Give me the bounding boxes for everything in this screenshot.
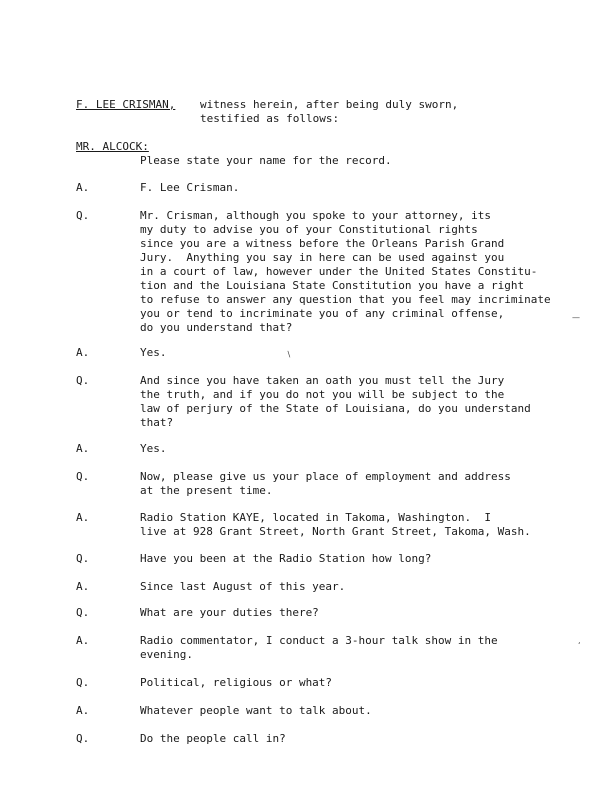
examiner-label: MR. ALCOCK: [76,140,149,153]
question-line: And since you have taken an oath you must tell the Jury [140,374,505,387]
witness-name: F. LEE CRISMAN, [76,98,176,111]
question-line: Jury. Anything you say in here can be used against you [140,251,505,264]
speaker-label: A. [76,442,90,455]
question-line: Do the people call in? [140,732,286,745]
question-line: to refuse to answer any question that you feel may incriminate [140,293,551,306]
question-line: What are your duties there? [140,606,319,619]
speaker-label: A. [76,704,90,717]
speaker-label: Q. [76,732,90,745]
examiner-first-question: Please state your name for the record. [140,154,392,167]
witness-intro-line-1: witness herein, after being duly sworn, [200,98,459,111]
question-line: tion and the Louisiana State Constitution you have a right [140,279,525,292]
speaker-label: Q. [76,606,90,619]
witness-intro-line-2: testified as follows: [200,112,340,125]
speaker-label: Q. [76,470,90,483]
answer-line: Yes. [140,346,167,359]
question-line: at the present time. [140,484,273,497]
speaker-label: Q. [76,676,90,689]
question-line: since you are a witness before the Orleans Parish Grand [140,237,505,250]
answer-line: live at 928 Grant Street, North Grant Street, Takoma, Wash. [140,525,531,538]
speaker-label: Q. [76,374,90,387]
speaker-label: A. [76,511,90,524]
answer-line: F. Lee Crisman. [140,181,240,194]
speaker-label: A. [76,634,90,647]
answer-line: Whatever people want to talk about. [140,704,372,717]
scan-speck: ‘ [578,641,581,650]
question-line: Political, religious or what? [140,676,333,689]
question-line: Mr. Crisman, although you spoke to your attorney, its [140,209,491,222]
speaker-label: A. [76,580,90,593]
question-line: the truth, and if you do not you will be subject to the [140,388,505,401]
answer-line: Yes. [140,442,167,455]
answer-line: evening. [140,648,193,661]
question-line: Have you been at the Radio Station how long? [140,552,432,565]
answer-line: Radio Station KAYE, located in Takoma, Washington. I [140,511,491,524]
scan-speck: ∖ [286,350,292,359]
speaker-label: Q. [76,209,90,222]
answer-line: Radio commentator, I conduct a 3-hour talk show in the [140,634,498,647]
speaker-label: A. [76,181,90,194]
answer-line: Since last August of this year. [140,580,346,593]
question-line: Now, please give us your place of employment and address [140,470,511,483]
question-line: my duty to advise you of your Constitutional rights [140,223,478,236]
question-line: you or tend to incriminate you of any criminal offense, [140,307,505,320]
scan-speck: — [572,313,580,322]
question-line: in a court of law, however under the United States Constitu- [140,265,538,278]
speaker-label: A. [76,346,90,359]
question-line: that? [140,416,174,429]
speaker-label: Q. [76,552,90,565]
question-line: do you understand that? [140,321,293,334]
question-line: law of perjury of the State of Louisiana, do you understand [140,402,531,415]
